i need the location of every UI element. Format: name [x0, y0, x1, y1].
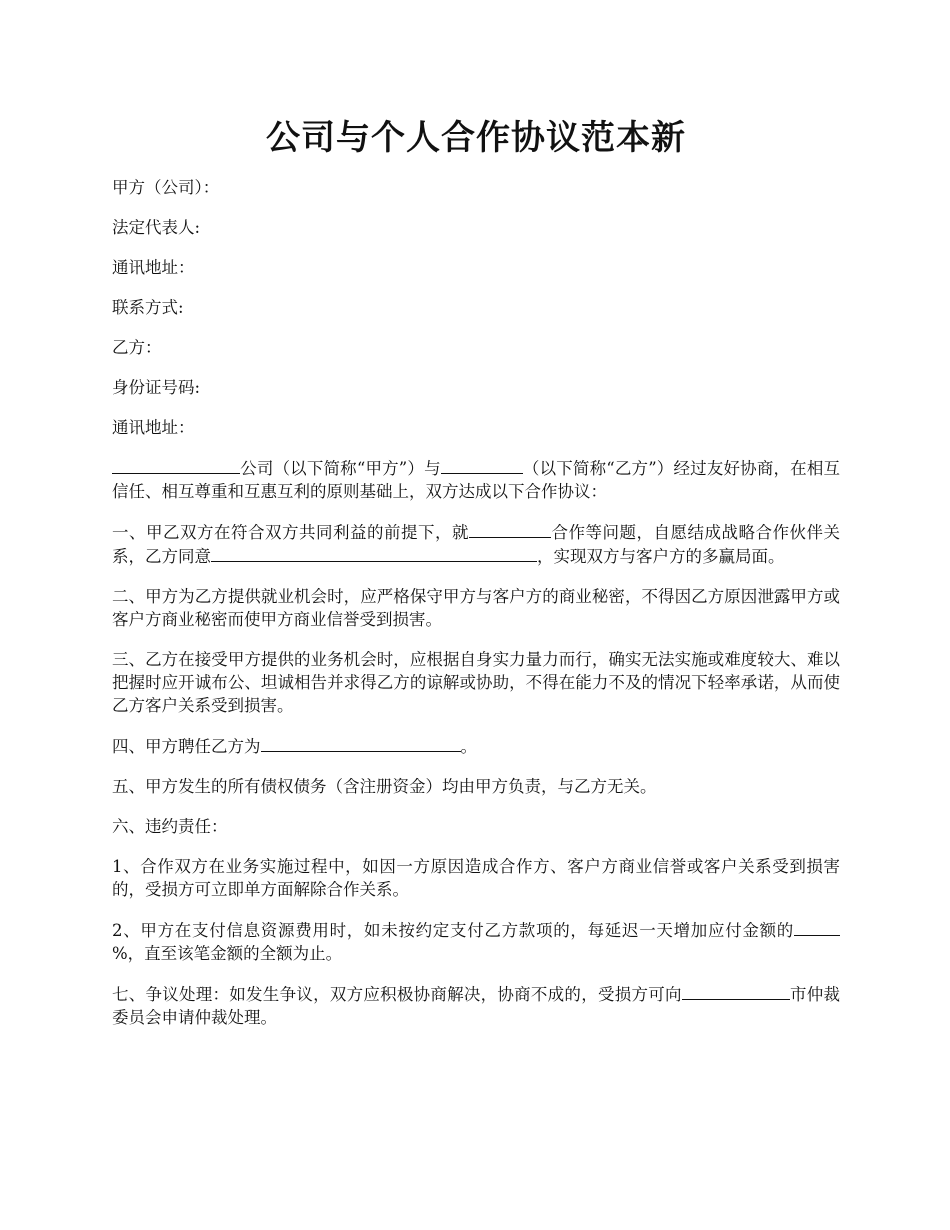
party-a-line: 甲方（公司）： [112, 178, 220, 197]
clause-6-2-text-2: %，直至该笔金额的全额为止。 [112, 944, 343, 963]
agreement-content-blank [211, 544, 537, 562]
intro-text-1: 公司（以下简称“甲方”）与 [240, 459, 441, 478]
clause-4 [112, 734, 840, 758]
clause-6-1: 1、合作双方在业务实施过程中，如因一方原因造成合作方、客户方商业信誉或客户关系受到损害的，受损方可立即单方面解除合作关系。 [112, 857, 840, 899]
company-name-blank [112, 456, 240, 474]
clause-4-text-1: 四、甲方聘任乙方为 [112, 737, 261, 756]
clause-7-text-2: 市仲裁委员会申请仲裁处理。 [112, 985, 841, 1027]
party-b-line: 乙方： [112, 338, 162, 357]
clause-4-text-2: 。 [460, 737, 477, 756]
clause-6-2-text-1: 2、甲方在支付信息资源费用时，如未按约定支付乙方款项的，每延迟一天增加应付金额的 [112, 921, 794, 940]
clause-2: 二、甲方为乙方提供就业机会时，应严格保守甲方与客户方的商业秘密，不得因乙方原因泄露甲方或客户方商业秘密而使甲方商业信誉受到损害。 [112, 587, 840, 629]
address-b-line: 通讯地址： [112, 418, 195, 437]
clause-7-text-1: 七、争议处理：如发生争议，双方应积极协商解决，协商不成的，受损方可向 [112, 985, 682, 1004]
arbitration-city-blank [682, 982, 790, 1000]
address-a-line: 通讯地址： [112, 258, 195, 277]
clause-5: 五、甲方发生的所有债权债务（含注册资金）均由甲方负责，与乙方无关。 [112, 777, 657, 796]
clause-1 [112, 520, 840, 568]
intro-text-2: （以下简称“乙方”）经过友好协商，在相互信任、相互尊重和互惠互利的原则基础上，双方达成以下合作协议： [112, 459, 841, 501]
clause-6-title: 六、违约责任： [112, 817, 228, 836]
contact-a-line: 联系方式: [112, 298, 184, 317]
clause-6-2 [112, 918, 840, 965]
document-title: 公司与个人合作协议范本新 [266, 118, 686, 158]
clause-1-text-1: 一、甲乙双方在符合双方共同利益的前提下，就 [112, 523, 469, 542]
clause-3: 三、乙方在接受甲方提供的业务机会时，应根据自身实力量力而行，确实无法实施或难度较大、难以把握时应开诚布公、坦诚相告并求得乙方的谅解或协助，不得在能力不及的情况下轻率承诺，从而使乙方客户关系受到损害。 [112, 650, 840, 715]
cooperation-item-blank [469, 520, 551, 538]
id-number-line: 身份证号码: [112, 378, 201, 397]
percentage-blank [794, 918, 840, 936]
clause-1-text-2: 合作等问题，自愿结成战略合作伙伴关系，乙方同意 [112, 523, 840, 566]
legal-rep-line: 法定代表人: [112, 218, 201, 237]
party-b-name-blank [441, 456, 523, 474]
position-blank [261, 734, 461, 752]
clause-7 [112, 982, 840, 1029]
document-body [112, 176, 840, 1046]
clause-1-text-3: ，实现双方与客户方的多赢局面。 [537, 547, 785, 566]
intro-paragraph [112, 456, 840, 503]
